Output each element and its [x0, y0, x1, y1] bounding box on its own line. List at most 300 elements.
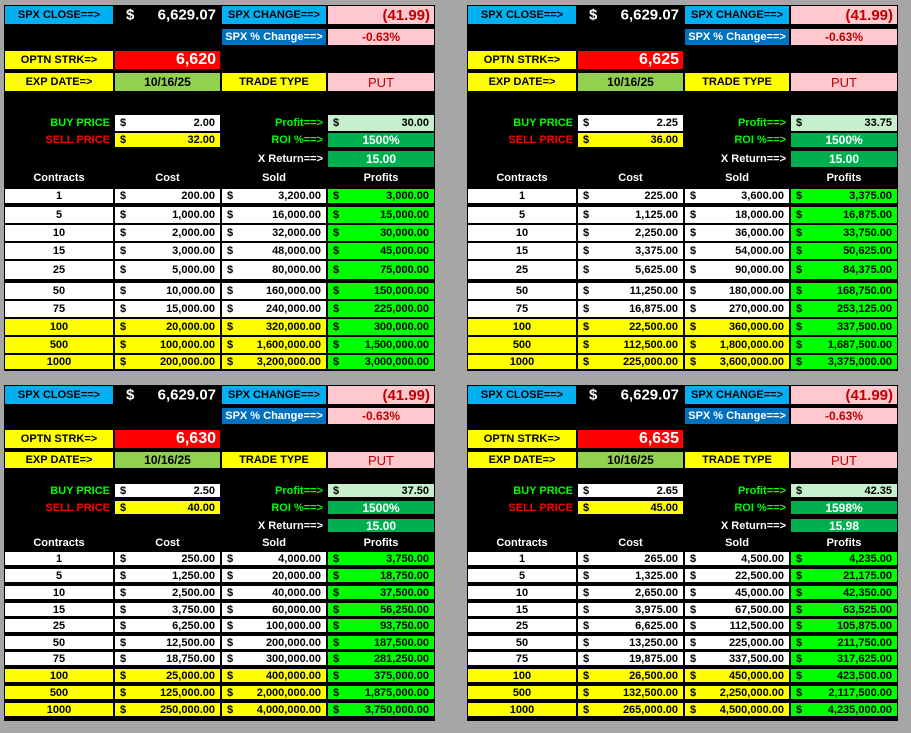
currency-symbol: $	[796, 636, 803, 649]
currency-symbol: $	[120, 356, 127, 368]
currency-symbol: $	[583, 190, 590, 202]
roi-value: 1500%	[327, 500, 435, 515]
table-row-contracts: 10	[4, 224, 114, 242]
table-row-profit-value: 50,625.00	[843, 245, 892, 257]
strike-value: 6,630	[114, 429, 221, 449]
table-row-profit	[790, 602, 898, 617]
table-row-sold	[684, 300, 790, 318]
currency-symbol: $	[796, 552, 803, 565]
table-row-sold	[684, 635, 790, 650]
currency-symbol: $	[583, 303, 590, 315]
table-row-profit	[327, 635, 435, 650]
table-row-profit	[790, 668, 898, 683]
currency-symbol: $	[333, 552, 340, 565]
sell-price-value	[114, 500, 221, 515]
currency-symbol: $	[583, 339, 590, 351]
spx-change-label: SPX CHANGE==>	[221, 5, 327, 25]
table-row-sold-value: 16,000.00	[272, 209, 321, 221]
table-row-sold	[684, 585, 790, 600]
currency-symbol: $	[227, 603, 234, 616]
table-row-contracts: 25	[467, 618, 577, 633]
table-row-profit-value: 16,875.00	[843, 209, 892, 221]
currency-symbol: $	[227, 245, 234, 257]
currency-symbol: $	[583, 652, 590, 665]
table-row-profit-value: 15,000.00	[380, 209, 429, 221]
currency-symbol: $	[583, 603, 590, 616]
spx-pct-change-value: -0.63%	[790, 407, 898, 425]
table-row-sold-value: 240,000.00	[265, 303, 321, 315]
column-header-cost: Cost	[155, 536, 180, 549]
table-row-cost	[577, 354, 684, 370]
table-row-profit	[327, 282, 435, 300]
currency-symbol: $	[120, 703, 127, 716]
table-row-cost-value: 200,000.00	[159, 356, 215, 368]
currency-symbol: $	[583, 209, 590, 221]
optn-strk-label: OPTN STRK=>	[4, 429, 114, 449]
table-row-cost	[577, 702, 684, 717]
exp-date-label: EXP DATE=>	[4, 72, 114, 92]
table-row-cost-value: 132,500.00	[622, 686, 678, 699]
spx-pct-change-value: -0.63%	[790, 28, 898, 46]
table-row-sold-value: 1,800,000.00	[719, 339, 784, 351]
optn-strk-label: OPTN STRK=>	[467, 429, 577, 449]
table-row-sold	[684, 336, 790, 354]
currency-symbol: $	[583, 285, 590, 297]
table-row-sold-value: 3,200,000.00	[256, 356, 321, 368]
table-row-profit-value: 21,175.00	[843, 569, 892, 582]
currency-symbol: $	[690, 264, 697, 276]
table-row-cost-value: 3,975.00	[635, 603, 678, 616]
profit-value	[790, 483, 898, 498]
currency-symbol: $	[333, 686, 340, 699]
column-header-cost: Cost	[618, 172, 643, 184]
table-row-sold-value: 270,000.00	[728, 303, 784, 315]
currency-symbol: $	[583, 227, 590, 239]
table-row-sold-value: 450,000.00	[728, 669, 784, 682]
sell-price-number: 40.00	[187, 501, 215, 514]
table-row-contracts: 1	[467, 551, 577, 566]
table-row-cost-value: 112,500.00	[623, 339, 678, 351]
table-row-profit-value: 84,375.00	[843, 264, 892, 276]
currency-symbol: $	[690, 669, 697, 682]
table-row-cost	[114, 651, 221, 666]
option-panel-strike-6625	[467, 5, 898, 371]
table-row-sold	[221, 224, 327, 242]
table-row-cost-value: 250,000.00	[159, 703, 215, 716]
currency-symbol: $	[333, 245, 340, 257]
currency-symbol: $	[796, 245, 803, 257]
table-row-cost	[577, 602, 684, 617]
currency-symbol: $	[333, 603, 340, 616]
currency-symbol: $	[583, 264, 590, 276]
profit-number: 30.00	[401, 117, 429, 129]
currency-symbol: $	[796, 484, 803, 497]
table-row-cost	[577, 568, 684, 583]
column-header-contracts: Contracts	[496, 536, 548, 549]
currency-symbol: $	[583, 586, 590, 599]
buy-price-number: 2.00	[193, 117, 215, 129]
spx-change-value: (41.99)	[790, 5, 898, 25]
currency-symbol: $	[690, 339, 697, 351]
table-row-sold-value: 40,000.00	[272, 586, 321, 599]
table-row-sold	[221, 602, 327, 617]
currency-symbol: $	[796, 356, 803, 368]
currency-symbol: $	[796, 303, 803, 315]
table-row-profit-value: 187,500.00	[373, 636, 429, 649]
table-row-cost	[577, 651, 684, 666]
column-header-contracts: Contracts	[33, 536, 85, 549]
currency-symbol: $	[227, 303, 234, 315]
table-row-cost-value: 26,500.00	[629, 669, 678, 682]
table-row-sold-value: 45,000.00	[735, 586, 784, 599]
table-row-profit-value: 3,750,000.00	[364, 703, 429, 716]
spx-pct-change-label: SPX % Change==>	[684, 28, 790, 46]
table-row-sold-value: 60,000.00	[272, 603, 321, 616]
currency-symbol: $	[126, 386, 135, 404]
currency-symbol: $	[796, 619, 803, 632]
roi-label: ROI %==>	[734, 134, 786, 146]
table-row-sold-value: 48,000.00	[272, 245, 321, 257]
table-row-cost	[577, 618, 684, 633]
currency-symbol: $	[333, 619, 340, 632]
table-row-cost-value: 25,000.00	[166, 669, 215, 682]
table-row-sold	[221, 618, 327, 633]
table-row-profit-value: 253,125.00	[836, 303, 892, 315]
currency-symbol: $	[690, 652, 697, 665]
table-row-contracts: 5	[467, 206, 577, 224]
table-row-cost	[114, 188, 221, 204]
table-row-profit	[327, 602, 435, 617]
table-row-contracts: 10	[4, 585, 114, 600]
table-row-cost	[114, 224, 221, 242]
table-row-sold	[684, 282, 790, 300]
buy-price-value	[114, 483, 221, 498]
table-row-sold-value: 3,600.00	[741, 190, 784, 202]
table-row-cost	[114, 282, 221, 300]
table-row-cost	[114, 702, 221, 717]
profit-label: Profit==>	[275, 117, 323, 129]
currency-symbol: $	[333, 703, 340, 716]
currency-symbol: $	[333, 356, 340, 368]
table-row-sold	[221, 318, 327, 336]
table-row-profit-value: 4,235.00	[849, 552, 892, 565]
currency-symbol: $	[796, 669, 803, 682]
currency-symbol: $	[227, 190, 234, 202]
table-row-cost-value: 13,250.00	[629, 636, 678, 649]
table-row-cost	[577, 318, 684, 336]
table-row-contracts: 25	[467, 260, 577, 280]
sell-price-value	[577, 500, 684, 515]
currency-symbol: $	[796, 686, 803, 699]
table-row-sold-value: 200,000.00	[265, 636, 321, 649]
table-row-sold-value: 2,250,000.00	[719, 686, 784, 699]
table-row-sold-value: 3,600,000.00	[719, 356, 784, 368]
table-row-profit	[327, 568, 435, 583]
table-row-cost	[114, 336, 221, 354]
exp-date-label: EXP DATE=>	[467, 451, 577, 469]
currency-symbol: $	[589, 6, 598, 24]
currency-symbol: $	[583, 636, 590, 649]
table-row-cost	[577, 206, 684, 224]
trade-type-value: PUT	[790, 451, 898, 469]
table-row-sold	[684, 668, 790, 683]
table-row-profit	[327, 318, 435, 336]
table-row-sold	[221, 651, 327, 666]
currency-symbol: $	[120, 501, 127, 514]
column-header-contracts: Contracts	[33, 172, 85, 184]
currency-symbol: $	[227, 227, 234, 239]
table-row-sold	[684, 188, 790, 204]
spx-change-value: (41.99)	[327, 385, 435, 405]
currency-symbol: $	[120, 484, 127, 497]
table-row-profit-value: 56,250.00	[380, 603, 429, 616]
spx-pct-change-value: -0.63%	[327, 28, 435, 46]
table-row-profit	[790, 242, 898, 260]
currency-symbol: $	[120, 245, 127, 257]
table-row-profit-value: 375,000.00	[373, 669, 429, 682]
buy-price-value	[577, 483, 684, 498]
table-row-profit-value: 317,625.00	[836, 652, 892, 665]
spx-change-value: (41.99)	[327, 5, 435, 25]
table-row-sold	[684, 685, 790, 700]
table-row-contracts: 15	[4, 602, 114, 617]
currency-symbol: $	[589, 386, 598, 404]
table-row-profit-value: 3,000,000.00	[364, 356, 429, 368]
table-row-sold-value: 320,000.00	[265, 321, 321, 333]
table-row-cost-value: 100,000.00	[159, 339, 215, 351]
roi-label: ROI %==>	[734, 501, 786, 514]
currency-symbol: $	[333, 484, 340, 497]
column-header-sold: Sold	[262, 536, 286, 549]
table-row-sold	[221, 206, 327, 224]
currency-symbol: $	[690, 636, 697, 649]
spx-pct-change-value: -0.63%	[327, 407, 435, 425]
sell-price-number: 45.00	[650, 501, 678, 514]
currency-symbol: $	[796, 586, 803, 599]
table-row-profit	[790, 318, 898, 336]
currency-symbol: $	[796, 190, 803, 202]
table-row-profit-value: 423,500.00	[836, 669, 892, 682]
x-return-label: X Return==>	[257, 519, 323, 532]
table-row-contracts: 500	[4, 336, 114, 354]
exp-date-value: 10/16/25	[114, 72, 221, 92]
buy-price-number: 2.50	[193, 484, 215, 497]
currency-symbol: $	[227, 703, 234, 716]
table-row-sold	[684, 318, 790, 336]
exp-date-value: 10/16/25	[577, 72, 684, 92]
table-row-sold-value: 32,000.00	[272, 227, 321, 239]
table-row-cost	[577, 188, 684, 204]
currency-symbol: $	[583, 686, 590, 699]
table-row-profit-value: 3,750.00	[386, 552, 429, 565]
sell-price-label: SELL PRICE	[45, 134, 110, 146]
table-row-sold-value: 100,000.00	[265, 619, 321, 632]
table-row-sold-value: 4,500,000.00	[719, 703, 784, 716]
table-row-cost-value: 250.00	[181, 552, 215, 565]
table-row-cost-value: 20,000.00	[166, 321, 215, 333]
table-row-cost-value: 3,000.00	[172, 245, 215, 257]
trade-type-label: TRADE TYPE	[684, 72, 790, 92]
buy-price-label: BUY PRICE	[513, 117, 573, 129]
table-row-sold	[221, 702, 327, 717]
currency-symbol: $	[126, 6, 135, 24]
currency-symbol: $	[120, 227, 127, 239]
table-row-cost-value: 200.00	[181, 190, 215, 202]
buy-price-value	[577, 114, 684, 132]
column-header-profits: Profits	[826, 536, 862, 549]
table-row-cost-value: 1,250.00	[172, 569, 215, 582]
table-row-profit-value: 42,350.00	[843, 586, 892, 599]
option-panel-strike-6620	[4, 5, 435, 371]
x-return-label: X Return==>	[720, 519, 786, 532]
currency-symbol: $	[120, 569, 127, 582]
table-row-sold-value: 90,000.00	[735, 264, 784, 276]
table-row-cost-value: 225.00	[644, 190, 678, 202]
currency-symbol: $	[690, 227, 697, 239]
spx-close-value	[114, 385, 221, 405]
table-row-contracts: 1000	[467, 354, 577, 370]
profit-value	[327, 483, 435, 498]
table-row-profit	[327, 651, 435, 666]
table-row-profit-value: 2,117,500.00	[828, 686, 892, 699]
currency-symbol: $	[120, 603, 127, 616]
spx-close-label: SPX CLOSE==>	[4, 5, 114, 25]
table-row-sold-value: 300,000.00	[265, 652, 321, 665]
currency-symbol: $	[120, 339, 127, 351]
currency-symbol: $	[227, 636, 234, 649]
table-row-profit	[790, 354, 898, 370]
currency-symbol: $	[690, 686, 697, 699]
table-row-cost-value: 1,325.00	[635, 569, 678, 582]
table-row-sold-value: 20,000.00	[272, 569, 321, 582]
currency-symbol: $	[333, 264, 340, 276]
table-row-profit	[790, 585, 898, 600]
table-row-cost-value: 3,750.00	[172, 603, 215, 616]
table-row-contracts: 75	[467, 651, 577, 666]
table-row-sold	[221, 354, 327, 370]
buy-price-number: 2.65	[656, 484, 678, 497]
currency-symbol: $	[333, 209, 340, 221]
table-row-profit	[327, 585, 435, 600]
spx-close-value	[577, 5, 684, 25]
table-row-cost-value: 11,250.00	[629, 285, 678, 297]
table-row-profit	[790, 300, 898, 318]
sell-price-value	[114, 132, 221, 148]
table-row-cost-value: 1,125.00	[635, 209, 678, 221]
currency-symbol: $	[583, 569, 590, 582]
table-row-profit-value: 337,500.00	[836, 321, 892, 333]
table-row-cost-value: 5,000.00	[172, 264, 215, 276]
currency-symbol: $	[796, 264, 803, 276]
trade-type-label: TRADE TYPE	[221, 451, 327, 469]
currency-symbol: $	[583, 356, 590, 368]
table-row-profit-value: 18,750.00	[380, 569, 429, 582]
table-row-cost	[114, 585, 221, 600]
currency-symbol: $	[690, 285, 697, 297]
table-row-profit	[327, 702, 435, 717]
table-row-sold	[684, 551, 790, 566]
table-row-profit-value: 281,250.00	[373, 652, 429, 665]
currency-symbol: $	[796, 321, 803, 333]
currency-symbol: $	[120, 586, 127, 599]
table-row-sold	[221, 282, 327, 300]
table-row-sold	[221, 635, 327, 650]
sell-price-label: SELL PRICE	[45, 501, 110, 514]
currency-symbol: $	[120, 669, 127, 682]
table-row-cost	[577, 635, 684, 650]
currency-symbol: $	[120, 652, 127, 665]
table-row-profit	[790, 206, 898, 224]
table-row-profit	[790, 224, 898, 242]
buy-price-value	[114, 114, 221, 132]
column-header-sold: Sold	[262, 172, 286, 184]
table-row-cost	[114, 300, 221, 318]
table-row-profit-value: 150,000.00	[373, 285, 429, 297]
exp-date-label: EXP DATE=>	[467, 72, 577, 92]
currency-symbol: $	[120, 686, 127, 699]
table-row-contracts: 10	[467, 224, 577, 242]
table-row-profit-value: 33,750.00	[843, 227, 892, 239]
currency-symbol: $	[227, 669, 234, 682]
currency-symbol: $	[583, 134, 590, 146]
table-row-cost-value: 10,000.00	[166, 285, 215, 297]
table-row-contracts: 75	[4, 651, 114, 666]
currency-symbol: $	[583, 484, 590, 497]
exp-date-label: EXP DATE=>	[4, 451, 114, 469]
strike-value: 6,635	[577, 429, 684, 449]
table-row-sold-value: 4,000,000.00	[256, 703, 321, 716]
table-row-sold-value: 4,500.00	[741, 552, 784, 565]
table-row-cost-value: 125,000.00	[159, 686, 215, 699]
currency-symbol: $	[120, 303, 127, 315]
table-row-sold-value: 360,000.00	[728, 321, 784, 333]
currency-symbol: $	[333, 586, 340, 599]
column-header-profits: Profits	[826, 172, 862, 184]
table-row-sold	[221, 685, 327, 700]
x-return-label: X Return==>	[720, 153, 786, 165]
profit-value	[790, 114, 898, 132]
currency-symbol: $	[583, 321, 590, 333]
table-row-cost-value: 22,500.00	[629, 321, 678, 333]
option-panel-strike-6630	[4, 385, 435, 721]
table-row-sold-value: 160,000.00	[265, 285, 321, 297]
table-row-cost	[577, 685, 684, 700]
table-row-profit	[327, 551, 435, 566]
currency-symbol: $	[227, 569, 234, 582]
table-row-cost	[114, 318, 221, 336]
currency-symbol: $	[583, 501, 590, 514]
spx-close-value	[114, 5, 221, 25]
spx-pct-change-label: SPX % Change==>	[221, 28, 327, 46]
table-row-profit-value: 1,687,500.00	[827, 339, 892, 351]
currency-symbol: $	[333, 652, 340, 665]
currency-symbol: $	[690, 356, 697, 368]
table-row-contracts: 75	[4, 300, 114, 318]
table-row-profit	[790, 282, 898, 300]
table-row-contracts: 15	[467, 602, 577, 617]
currency-symbol: $	[120, 636, 127, 649]
currency-symbol: $	[333, 321, 340, 333]
column-header-contracts: Contracts	[496, 172, 548, 184]
table-row-profit	[790, 635, 898, 650]
table-row-cost	[114, 618, 221, 633]
currency-symbol: $	[227, 586, 234, 599]
column-header-sold: Sold	[725, 172, 749, 184]
roi-label: ROI %==>	[271, 501, 323, 514]
table-row-sold-value: 225,000.00	[728, 636, 784, 649]
table-row-sold-value: 112,500.00	[729, 619, 784, 632]
table-row-sold-value: 36,000.00	[735, 227, 784, 239]
